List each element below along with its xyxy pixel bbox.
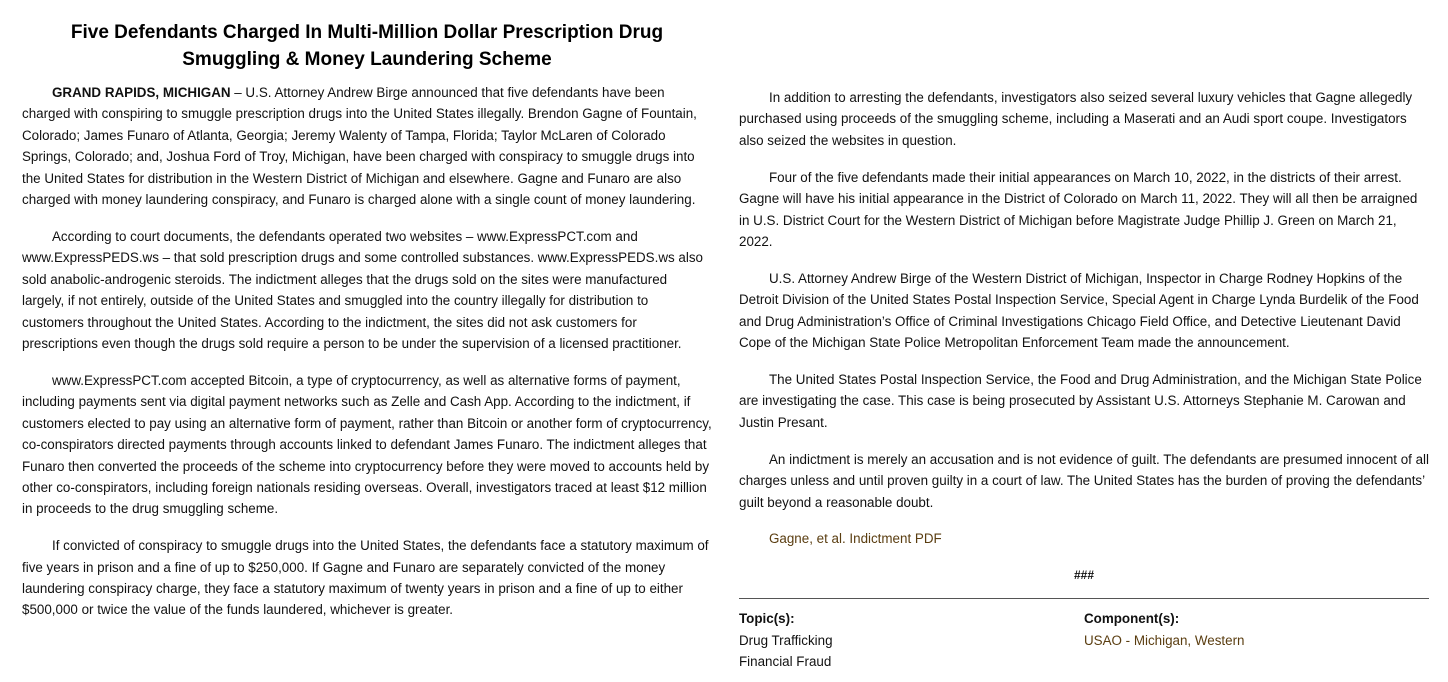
- paragraph-disclaimer: An indictment is merely an accusation and is not evidence of guilt. The defendants are presumed innocent of all charges unless and until proven guilty in a court of law. The United States has the burden of proving the defendants’ guilt beyond a reasonable doubt.: [739, 451, 1430, 510]
- page-title: Five Defendants Charged In Multi-Million Dollar Prescription Drug Smuggling & Money Laundering Scheme: [70, 21, 664, 70]
- components-label: Component(s):: [1084, 611, 1180, 627]
- paragraph-websites: According to court documents, the defendants operated two websites – www.ExpressPCT.com and www.ExpressPEDS.ws – that sold prescription drugs and some controlled substances. www.ExpressPEDS.ws also sold anabolic-androgenic steroids. The indictment alleges that the drugs sold on the sites were manufactured largely, if not entirely, outside of the United States and smuggled into the country illegally for distribution to customers throughout the United States. According to the indictment, the sites did not ask customers for prescriptions even though the drugs sold require a person to be under the supervision of a licensed practitioner.: [22, 228, 703, 351]
- paragraph-announcement-officials: U.S. Attorney Andrew Birge of the Western District of Michigan, Inspector in Charge Rodney Hopkins of the Detroit Division of the United States Postal Inspection Service, Special Agent in Charge Lynda Burdelik of the Food and Drug Administration’s Office of Criminal Investigations Chicago Field Office, and Detective Lieutenant David Cope of the Michigan State Police Metropolitan Enforcement Team made the announcement.: [739, 270, 1419, 351]
- paragraph-announcement-body: – U.S. Attorney Andrew Birge announced that five defendants have been charged with conspiring to smuggle prescription drugs into the United States illegally. Brendon Gagne of Fountain, Colorado; James Funaro of Atlanta, Georgia; Jeremy Walenty of Tampa, Florida; Taylor McLaren of Colorado Springs, Colorado; and, Joshua Ford of Troy, Michigan, have been charged with conspiracy to smuggle drugs into the United States for distribution in the Western District of Michigan and elsewhere. Gagne and Funaro are also charged with money laundering conspiracy, and Funaro is charged alone with a single count of money laundering.: [22, 85, 697, 208]
- paragraph-announcement: [22, 82, 712, 210]
- topics-list: [739, 630, 1084, 673]
- components-block: [1084, 608, 1429, 672]
- right-column: [739, 87, 1429, 672]
- paragraph-appearances: Four of the five defendants made their initial appearances on March 10, 2022, in the districts of their arrest. Gagne will have his initial appearance in the District of Colorado on March 11, 2022. They will all then be arraigned in U.S. District Court for the Western District of Michigan before Magistrate Judge Phillip J. Green on March 21, 2022.: [739, 169, 1418, 249]
- paragraph-payments: www.ExpressPCT.com accepted Bitcoin, a type of cryptocurrency, as well as alternative forms of payment, including payments sent via digital payment networks such as Zelle and Cash App. According to the indictment, if customers elected to pay using an alternative form of payment, rather than Bitcoin or another form of cryptocurrency, co-conspirators directed payments through accounts linked to defendant James Funaro. The indictment alleges that Funaro then converted the proceeds of the scheme into cryptocurrency before they were moved to accounts held by other co-conspirators, including foreign nationals residing overseas. Overall, investigators traced at least $12 million in proceeds to the drug smuggling scheme.: [22, 372, 712, 517]
- indictment-pdf-link[interactable]: Gagne, et al. Indictment PDF: [769, 531, 942, 547]
- metadata-section: [739, 608, 1429, 672]
- component-link[interactable]: USAO - Michigan, Western: [1084, 632, 1245, 648]
- paragraph-investigation: The United States Postal Inspection Service, the Food and Drug Administration, and the Michigan State Police are investigating the case. This case is being prosecuted by Assistant U.S. Attorneys Stephanie M. Carowan and Justin Presant.: [739, 371, 1422, 430]
- left-column: [22, 82, 712, 636]
- divider: [739, 598, 1429, 599]
- topics-block: [739, 608, 1084, 672]
- topic-item: Financial Fraud: [739, 654, 832, 670]
- topic-item: Drug Trafficking: [739, 632, 833, 648]
- paragraph-seizures: In addition to arresting the defendants, investigators also seized several luxury vehicles that Gagne allegedly purchased using proceeds of the smuggling scheme, including a Maserati and an Audi sport coupe. Investigators also seized the websites in question.: [739, 90, 1413, 148]
- dateline: GRAND RAPIDS, MICHIGAN: [52, 85, 231, 100]
- end-marker: ###: [1073, 567, 1095, 582]
- paragraph-penalties: If convicted of conspiracy to smuggle drugs into the United States, the defendants face a statutory maximum of five years in prison and a fine of up to $250,000. If Gagne and Funaro are separately convicted of the money laundering conspiracy charge, they face a statutory maximum of twenty years in prison and a fine of up to either $500,000 or twice the value of the funds laundered, whichever is greater.: [22, 538, 709, 618]
- topics-label: Topic(s):: [739, 611, 795, 627]
